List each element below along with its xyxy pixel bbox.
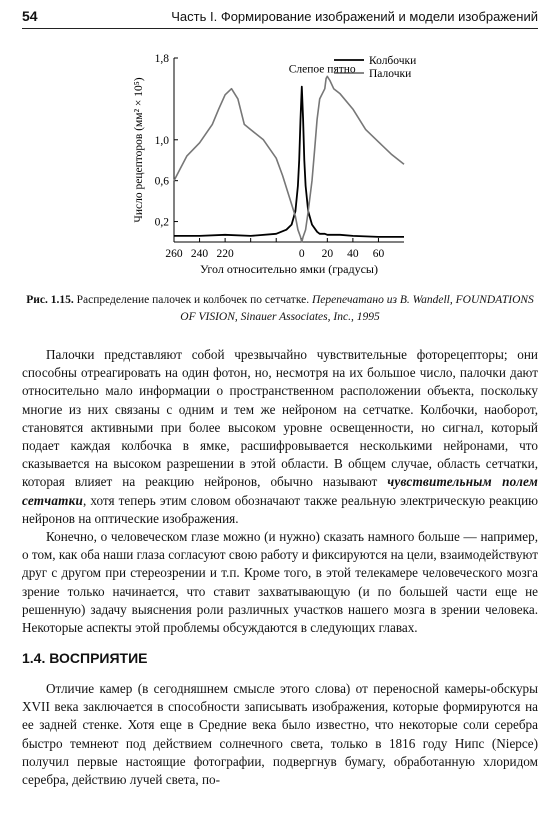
x-tick-label: 220 xyxy=(216,248,234,260)
x-axis-label: Угол относительно ямки (градусы) xyxy=(199,262,379,276)
paragraph-1-part-2: , хотя теперь этим словом обозначают также реальную электрическую реакцию нейронов на оптические изображения. xyxy=(22,492,538,526)
page-header xyxy=(22,6,538,29)
paragraph-2: Конечно, о человеческом глазе можно (и нужно) сказать намного больше — например, о том, как оба наши глаза согласуют свою работу и фиксируются на цели, взаимодействуют друг с другом при стереозрении и т.п. Кроме того, в этой телекамере человеческого мозга зрение только начинается, что ставит захватывающую (и по большей части еще не решенную) задачу выяснения роли различных участков нашего мозга в зрении человека. Некоторые аспекты этой проблемы обсуждаются в следующих главах. xyxy=(22,529,538,636)
x-tick-label: 0 xyxy=(298,248,305,260)
caption-text: Распределение палочек и колбочек по сетчатке. xyxy=(73,294,312,306)
figure-rods-cones xyxy=(0,36,560,286)
rods-series-line xyxy=(174,76,404,242)
x-tick-label: 60 xyxy=(372,248,385,260)
x-tick-label: 240 xyxy=(190,248,209,260)
x-tick-label: 20 xyxy=(321,248,334,260)
running-head: Часть I. Формирование изображений и модели изображений xyxy=(171,9,538,24)
term-receptive-field: чувствительным полем сетчатки xyxy=(22,474,538,508)
y-axis-label: Число рецепторов (мм² × 10⁵) xyxy=(133,77,145,223)
caption-label: Рис. 1.15. xyxy=(26,294,74,306)
chart-lines xyxy=(174,76,404,242)
y-tick-label: 0,2 xyxy=(154,216,169,229)
page-number: 54 xyxy=(22,8,38,24)
section-heading: 1.4. ВОСПРИЯТИЕ xyxy=(22,650,148,666)
x-tick-label: 260 xyxy=(165,248,183,260)
y-tick-label: 1,8 xyxy=(154,53,169,65)
legend-label: Колбочки xyxy=(369,55,417,67)
y-tick-label: 0,6 xyxy=(154,175,169,188)
blind-spot-annotation: Слепое пятно xyxy=(288,63,356,76)
body-block-2 xyxy=(22,680,538,789)
paragraph-3: Отличие камер (в сегодняшнем смысле этого слова) от переносной камеры-обскуры XVII века заключается в способности записывать изображения, которые формируются на ее задней стенке. Хотя еще в Средние века было известно, что некоторые соли серебра быстро темнеют под действием солнечного света, только в 1816 году Нипс (Niepce) получил первые настоящие фотографии, подвергнув бумагу, обработанную хлоридом серебра, действию лучей света, по- xyxy=(22,681,538,788)
paragraph-1 xyxy=(22,346,538,528)
legend-label: Палочки xyxy=(369,68,412,80)
figure-caption xyxy=(22,292,538,326)
chart-axes xyxy=(174,58,404,242)
paragraph-1-part-1: Палочки представляют собой чрезвычайно чувствительные фоторецепторы; они способны отреагировать на один фотон, но, несмотря на их большое число, палочки дают относительно мало информации о пространственном расположении объекта, поскольку многие из них связаны с одним и тем же нейроном на сетчатке. Колбочки, наоборот, становятся активными при более высоком уровне освещенности, но сигнал, который подает каждая колбочка в ямке, расшифровывается несколькими нейронами, что сказывается на высоком разрешении в этой области. В общем случае, область сетчатки, которая влияет на реакцию нейронов, обычно называют xyxy=(22,347,538,490)
chart-ticks xyxy=(155,53,385,260)
y-tick-label: 1,0 xyxy=(154,134,169,147)
body-block-1 xyxy=(22,346,538,637)
x-tick-label: 40 xyxy=(347,248,359,260)
caption-credit: Перепечатано из B. Wandell, FOUNDATIONS OF VISION, Sinauer Associates, Inc., 1995 xyxy=(180,294,534,323)
cones-series-line xyxy=(174,87,404,237)
